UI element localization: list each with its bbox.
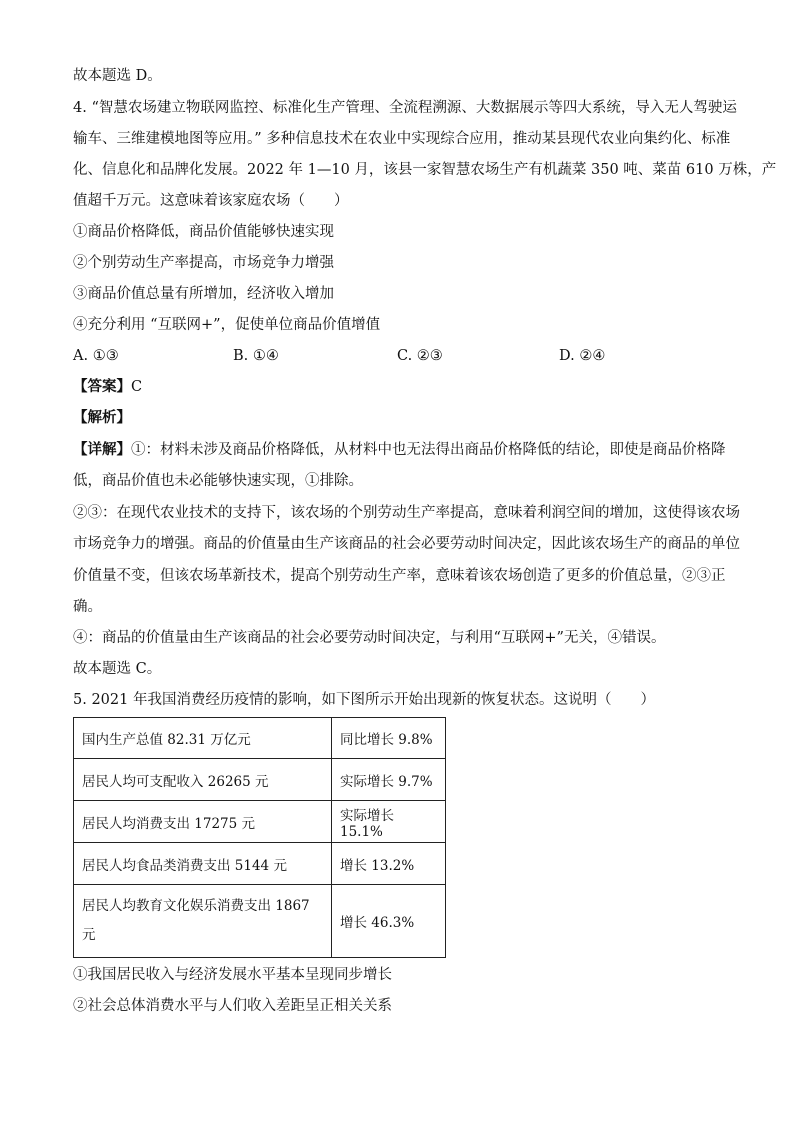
detail-p2-line-1: ②③：在现代农业技术的支持下，该农场的个别劳动生产率提高，意味着利润空间的增加，这使得该农场 [73,505,740,521]
table-row [74,801,446,843]
q4-stem-line-4: 值超千万元。这意味着该家庭农场（ ） [73,193,349,209]
q4-option-d: D. ②④ [559,348,606,364]
q4-statement-2: ②个别劳动生产率提高，市场竞争力增强 [73,255,334,271]
detail-p1-line-1 [73,440,726,460]
detail-p2-line-3: 价值量不变，但该农场革新技术，提高个别劳动生产率，意味着该农场创造了更多的价值总量，②③正 [73,568,726,584]
q4-stem-line-2: 输车、三维建模地图等应用。” 多种信息技术在农业中实现综合应用，推动某县现代农业向集约化、标准 [73,131,731,147]
table-cell-growth: 实际增长 15.1% [332,801,446,843]
q4-option-a: A. ①③ [73,348,119,364]
q4-statement-4: ④充分利用 “互联网+”，促使单位商品价值增值 [73,317,381,333]
q4-conclusion: 故本题选 C。 [73,661,162,677]
table-cell-growth: 同比增长 9.8% [332,718,446,759]
answer-value: C [131,379,143,395]
q4-statement-1: ①商品价格降低，商品价值能够快速实现 [73,224,334,240]
detail-p1-text-1: ①：材料未涉及商品价格降低，从材料中也无法得出商品价格降低的结论，即使是商品价格降 [131,442,726,458]
q4-statement-3: ③商品价值总量有所增加，经济收入增加 [73,286,334,302]
table-cell-item: 居民人均消费支出 17275 元 [74,801,332,843]
detail-p2-line-4: 确。 [73,599,102,615]
table-cell-item: 居民人均食品类消费支出 5144 元 [74,843,332,885]
q4-answer [73,377,142,397]
table-row [74,759,446,801]
consumption-data-table [73,717,446,958]
table-cell-item: 国内生产总值 82.31 万亿元 [74,718,332,759]
q5-statement-1: ①我国居民收入与经济发展水平基本呈现同步增长 [73,967,392,983]
detail-p3: ④：商品的价值量由生产该商品的社会必要劳动时间决定，与利用“互联网+”无关，④错误。 [73,630,666,646]
table-cell-item: 居民人均可支配收入 26265 元 [74,759,332,801]
previous-answer-conclusion: 故本题选 D。 [73,68,162,84]
detail-tag: 【详解】 [73,441,131,458]
detail-p1-line-2: 低，商品价值也未必能够快速实现，①排除。 [73,473,363,489]
answer-tag: 【答案】 [73,378,131,395]
table-cell-item: 居民人均教育文化娱乐消费支出 1867 元 [74,885,332,958]
table-cell-growth: 增长 13.2% [332,843,446,885]
q4-options [73,346,723,366]
analysis-tag: 【解析】 [73,409,131,426]
q5-stem: 5. 2021 年我国消费经历疫情的影响，如下图所示开始出现新的恢复状态。这说明（ ） [73,692,655,708]
q4-option-c: C. ②③ [397,348,443,364]
q4-stem-line-3: 化、信息化和品牌化发展。2022 年 1—10 月，该县一家智慧农场生产有机蔬菜 350 吨、菜苗 610 万株，产 [73,162,777,178]
detail-p2-line-2: 市场竞争力的增强。商品的价值量由生产该商品的社会必要劳动时间决定，因此该农场生产的商品的单位 [73,536,740,552]
q5-statement-2: ②社会总体消费水平与人们收入差距呈正相关关系 [73,998,392,1014]
table-row [74,718,446,759]
q4-option-b: B. ①④ [233,348,279,364]
table-row [74,885,446,958]
q4-stem-line-1: 4. “智慧农场建立物联网监控、标准化生产管理、全流程溯源、大数据展示等四大系统，导入无人驾驶运 [73,100,737,116]
table-cell-growth: 实际增长 9.7% [332,759,446,801]
table-row [74,843,446,885]
table-cell-growth: 增长 46.3% [332,885,446,958]
